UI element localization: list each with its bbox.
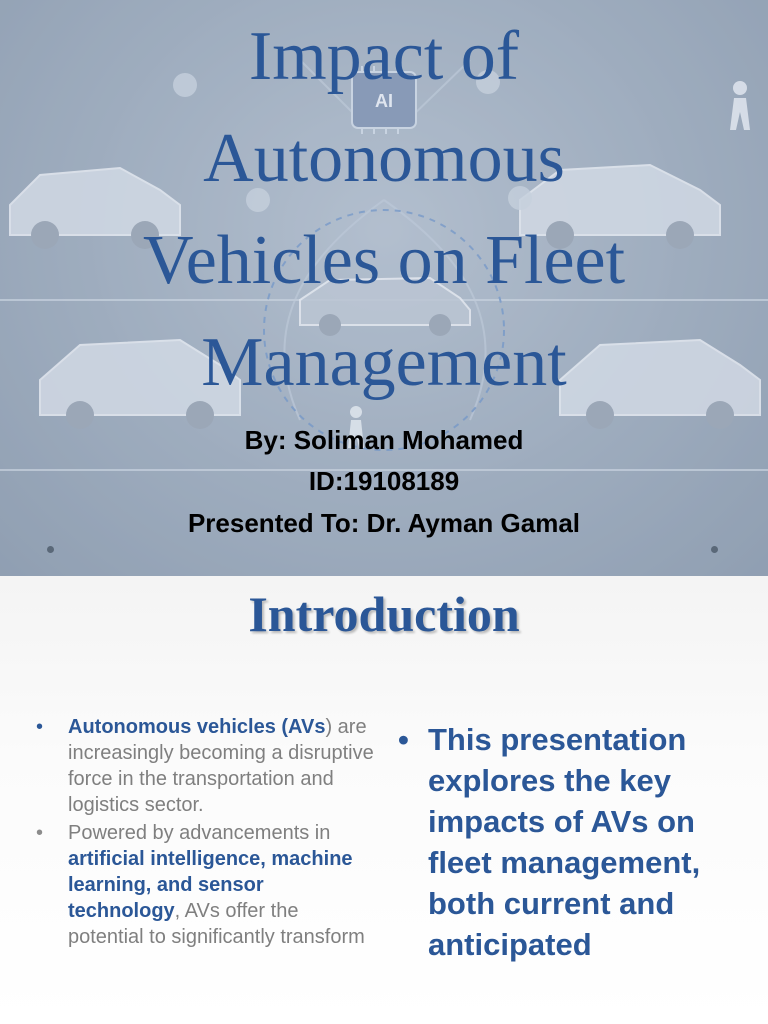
- presented-to-line: Presented To: Dr. Ayman Gamal: [187, 508, 581, 538]
- slide-dot-left: [47, 546, 54, 553]
- title-line: Autonomous: [203, 120, 565, 197]
- student-id-line: ID:19108189: [308, 466, 460, 496]
- list-item: [398, 719, 738, 965]
- slide-dot-right: [711, 546, 718, 553]
- introduction-heading: Introduction: [248, 586, 520, 642]
- list-item: [34, 714, 374, 818]
- author-line: By: Soliman Mohamed: [244, 425, 524, 455]
- list-item: [34, 820, 374, 950]
- title-line: Vehicles on Fleet: [142, 222, 626, 299]
- title-line: Impact of: [248, 18, 520, 95]
- bullet-text: , AVs offer the potential to significantly transform: [68, 900, 365, 948]
- left-bullet-list: [34, 714, 374, 952]
- title-line: Management: [201, 324, 567, 401]
- bullet-text: ) are increasingly becoming a disruptive force in the transportation and logistics sector.: [68, 716, 374, 816]
- bullet-text-highlight: AVs: [288, 716, 326, 738]
- introduction-slide: [0, 576, 768, 1024]
- bullet-text: Powered by advancements in: [68, 822, 331, 844]
- bullet-icon: •: [36, 822, 44, 844]
- bullet-text: This presentation explores the key impacts of AVs on fleet management, both current and anticipated: [428, 722, 701, 962]
- bullet-text-highlight: Autonomous vehicles (: [68, 716, 289, 738]
- bullet-icon: •: [36, 716, 44, 738]
- bullet-icon: •: [398, 722, 409, 757]
- presentation-title: [20, 6, 748, 414]
- bullet-text-highlight: artificial intelligence, machine learning, and sensor technology: [68, 848, 353, 922]
- svg-text:AI: AI: [375, 91, 393, 111]
- right-bullet-list: [398, 719, 738, 965]
